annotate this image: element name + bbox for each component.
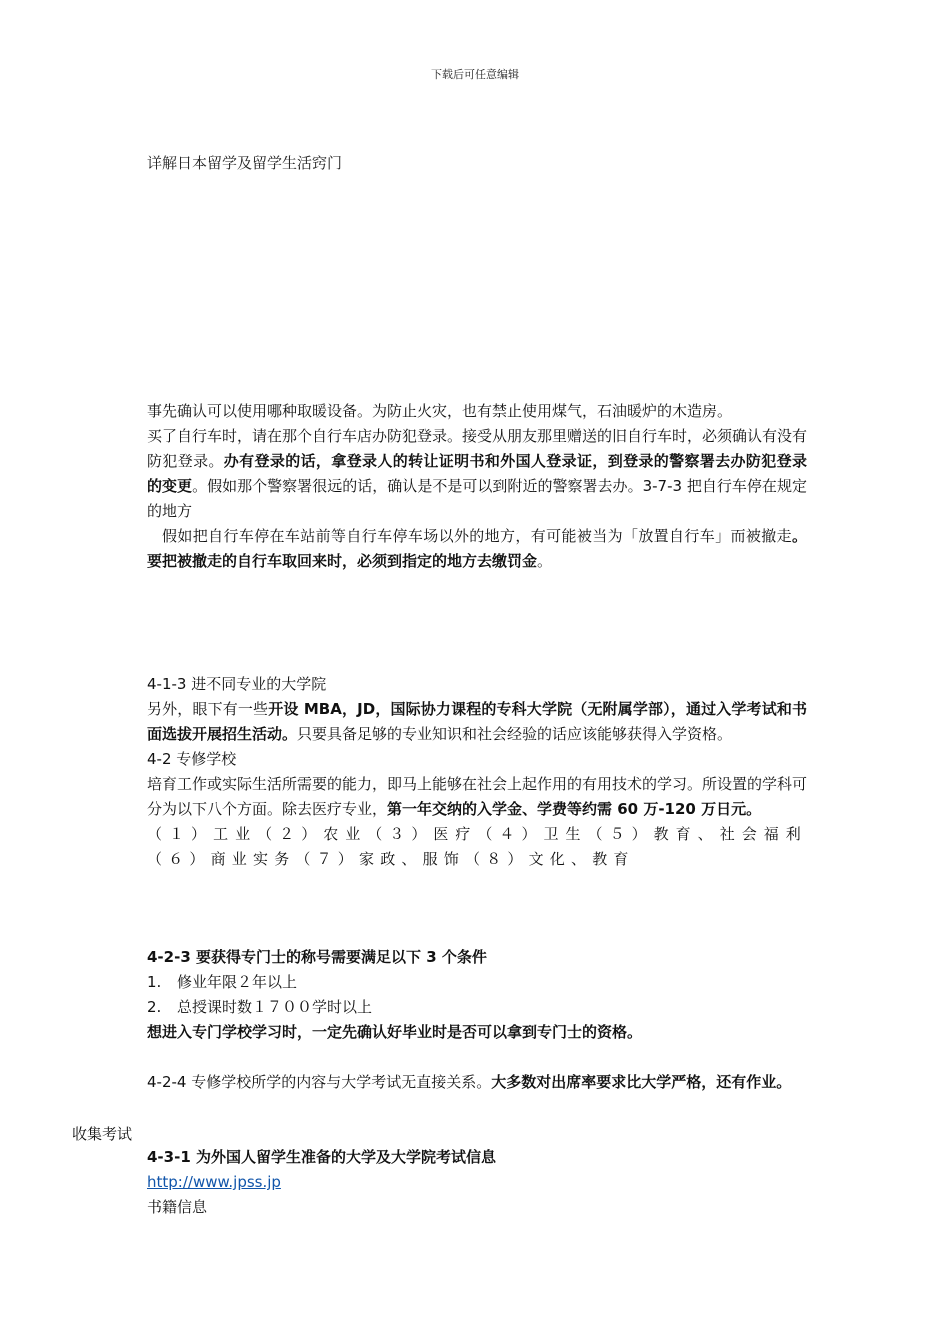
- text-run: 假如把自行车停在车站前等自行车停车场以外的地方，有可能被当为「放置自行车」而被撤走: [162, 527, 792, 545]
- heading-4-3-1: 4-3-1 为外国人留学生准备的大学及大学院考试信息: [147, 1148, 496, 1166]
- document-title: 详解日本留学及留学生活窍门: [147, 154, 343, 172]
- paragraph-professional-graduate: [147, 697, 807, 747]
- heading-text: 专修学校: [171, 750, 237, 768]
- bold-text-run: 第一年交纳的入学金、学费等约需 60 万-120 万日元。: [387, 800, 762, 818]
- section-conditions: [147, 945, 807, 1045]
- section-number: 4-2-4: [147, 1073, 187, 1091]
- list-text: 总授课时数１７００学时以上: [177, 998, 373, 1016]
- text-run: 专修学校所学的内容与大学考试无直接关系。: [186, 1073, 492, 1091]
- paragraph-categories: （１）工业（２）农业（３）医疗（４）卫生（５）教育、社会福利（６）商业实务（７）家政、服饰（８）文化、教育: [147, 825, 807, 868]
- section-number: 4-2: [147, 750, 172, 768]
- text-run: 把自行车停在规定的地方: [147, 477, 807, 520]
- bold-text-run: 大多数对出席率要求比大学严格，还有作业。: [491, 1073, 792, 1091]
- link-paragraph: [147, 1170, 807, 1195]
- heading-4-2: [147, 747, 807, 772]
- bold-text-run: 办有登录的话，拿登录人的转让证明书和外国人登录证，到登录的警察署去办防犯登录的变更: [147, 452, 807, 495]
- heading-4-1-3: [147, 672, 807, 697]
- section-number: 4-2-3: [147, 948, 191, 966]
- list-number: 1.: [147, 973, 162, 991]
- list-item: [147, 995, 807, 1020]
- note-specialist-title: 想进入专门学校学习时，一定先确认好毕业时是否可以拿到专门士的资格。: [147, 1023, 643, 1041]
- bold-text-run: 。要把被撤走的自行车取回来时，必须到指定的地方去缴罚金: [147, 527, 807, 570]
- list-item: [147, 970, 807, 995]
- heading-text: 进不同专业的大学院: [186, 675, 327, 693]
- paragraph-bicycle-registration: [147, 424, 807, 524]
- paragraph-heating: 事先确认可以使用哪种取暖设备。为防止火灾，也有禁止使用煤气，石油暖炉的木造房。: [147, 402, 733, 420]
- outdent-label: 收集考试: [72, 1125, 133, 1143]
- text-run: 。假如那个警察署很远的话，确认是不是可以到附近的警察署去办。: [192, 477, 643, 495]
- text-run: 。: [537, 552, 553, 570]
- text-run: 另外，眼下有一些: [147, 700, 269, 718]
- jpss-link[interactable]: http://www.jpss.jp: [147, 1173, 281, 1191]
- paragraph-bicycle-parking: [147, 524, 807, 574]
- text-run: 买了自行车时，请在那个自行车店办防犯登录。接受从朋友那里赠送的旧自行车时，必须确认有没有防犯登录。: [147, 427, 808, 470]
- text-run: 培育工作或实际生活所需要的能力，即马上能够在社会上起作用的有用技术的学习。所设置的学科可分为以下八个方面。除去医疗专业，: [147, 775, 808, 818]
- section-number: 4-1-3: [147, 675, 187, 693]
- bold-text-run: 开设 MBA，JD，国际协力课程的专科大学院（无附属学部），通过入学考试和书面选拔开展招生活动。: [147, 700, 807, 743]
- paragraph-4-2-4: [147, 1070, 807, 1095]
- heading-text: 要获得专门士的称号需要满足以下 3 个条件: [190, 948, 487, 966]
- section-heating-bicycle: [147, 399, 807, 574]
- text-run: 只要具备足够的专业知识和社会经验的话应该能够获得入学资格。: [297, 725, 733, 743]
- list-text: 修业年限２年以上: [177, 973, 298, 991]
- list-number: 2.: [147, 998, 162, 1016]
- section-exam-info: [147, 1145, 807, 1220]
- paragraph-books: 书籍信息: [147, 1198, 208, 1216]
- section-4-2-4: [147, 1070, 807, 1095]
- page-header: 下载后可任意编辑: [431, 68, 519, 81]
- section-number: 3-7-3: [642, 477, 683, 495]
- section-graduate-vocational: [147, 672, 807, 872]
- heading-4-2-3: [147, 945, 807, 970]
- paragraph-vocational-school: [147, 772, 807, 822]
